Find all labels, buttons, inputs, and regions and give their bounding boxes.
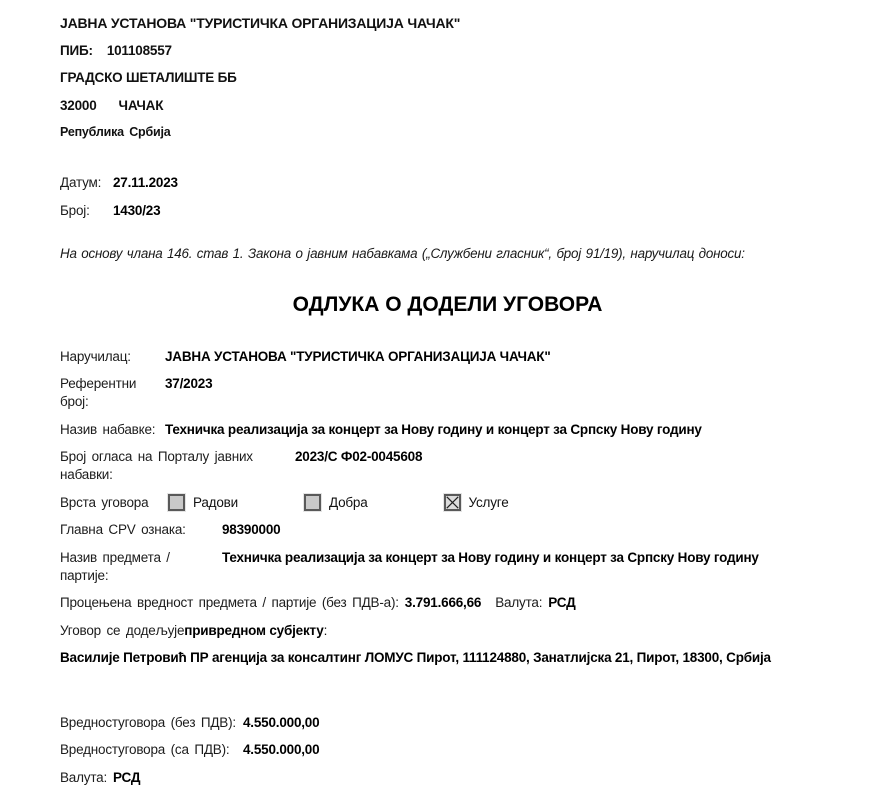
award-intro-text: Уговор се додељује [60,622,185,638]
award-colon: : [323,622,328,638]
fields-block [60,348,835,787]
procurement-name-row [60,421,835,439]
number-value: 1430/23 [113,202,161,218]
currency2-row [60,769,835,787]
page-title: ОДЛУКА О ДОДЕЛИ УГОВОРА [292,292,603,316]
value-vat-row [60,741,835,759]
currency-value: РСД [548,595,576,610]
postal-code: 32000 [60,97,97,113]
reference-label: Референтни број: [60,376,137,409]
spacer [60,677,835,714]
checkbox-radovi-icon [168,494,185,511]
reference-row [60,375,835,411]
contract-type-usluge-label: Услуге [468,494,509,510]
subject-row [60,549,835,585]
value-no-vat-label: Вредностуговора (без ПДВ): [60,714,236,730]
number-label: Број: [60,202,90,218]
checkbox-dobra-icon [304,494,321,511]
legal-basis: На основу члана 146. став 1. Закона о јавним набавкама („Службени гласник“, број 91/19), наручилац доноси: [60,245,745,261]
client-value: ЈАВНА УСТАНОВА "ТУРИСТИЧКА ОРГАНИЗАЦИЈА ЧАЧАК" [165,348,551,364]
contract-type-dobra [304,494,368,512]
contract-type-usluge [444,494,509,512]
currency2-value: РСД [113,769,141,785]
winner-text: Василије Петровић ПР агенција за консалтинг ЛОМУС Пирот, 111124880, Занатлијска 21, Пирот, 18300, Србија [60,650,771,665]
subject-label: Назив предмета / партије: [60,549,170,583]
pib-line [60,42,835,60]
client-label: Наручилац: [60,348,131,364]
client-row [60,348,835,366]
value-no-vat: 4.550.000,00 [243,714,320,730]
estimated-value: 3.791.666,66 [404,595,482,610]
subject-value: Техничка реализација за концерт за Нову годину и концерт за Српску Нову годину [222,549,759,565]
estimated-value-row [60,594,835,612]
procurement-name-value: Техничка реализација за концерт за Нову годину и концерт за Српску Нову годину [165,421,702,437]
country: Република Србија [60,125,171,139]
value-vat: 4.550.000,00 [243,742,320,757]
cpv-label: Главна CPV ознака: [60,522,186,537]
winner-row [60,649,835,667]
notice-number-value: 2023/С Ф02-0045608 [295,449,423,464]
award-intro-row [60,622,835,640]
org-name: ЈАВНА УСТАНОВА "ТУРИСТИЧКА ОРГАНИЗАЦИЈА ЧАЧАК" [60,15,461,31]
notice-number-row [60,448,835,484]
value-no-vat-row [60,714,835,732]
date-value: 27.11.2023 [113,175,178,190]
contract-type-dobra-label: Добра [328,494,368,510]
date-label: Датум: [60,175,102,190]
contract-type-row [60,494,835,512]
currency-label: Валута: [495,595,543,610]
notice-number-label: Број огласа на Порталу јавних набавки: [60,449,253,482]
reference-value: 37/2023 [165,376,213,391]
value-vat-label: Вредностуговора (са ПДВ): [60,742,230,757]
meta-block [60,174,835,220]
postal-city-line [60,97,835,115]
number-row [60,202,835,220]
city: ЧАЧАК [118,97,164,113]
contract-type-label: Врста уговора [60,494,149,510]
pib-value: 101108557 [106,42,172,58]
contract-type-radovi [168,494,238,512]
org-address: ГРАДСКО ШЕТАЛИШТЕ ББ [60,70,237,85]
pib-label: ПИБ: [60,42,93,58]
cpv-row [60,521,835,539]
checkbox-usluge-icon [444,494,461,511]
award-intro-bold: привредном субјекту [184,622,324,638]
procurement-name-label: Назив набавке: [60,421,156,437]
estimated-value-label: Процењена вредност предмета / партије (без ПДВ-а): [60,595,399,610]
currency2-label: Валута: [60,769,108,785]
cpv-value: 98390000 [222,522,281,537]
date-row [60,174,835,192]
contract-type-radovi-label: Радови [193,494,238,510]
